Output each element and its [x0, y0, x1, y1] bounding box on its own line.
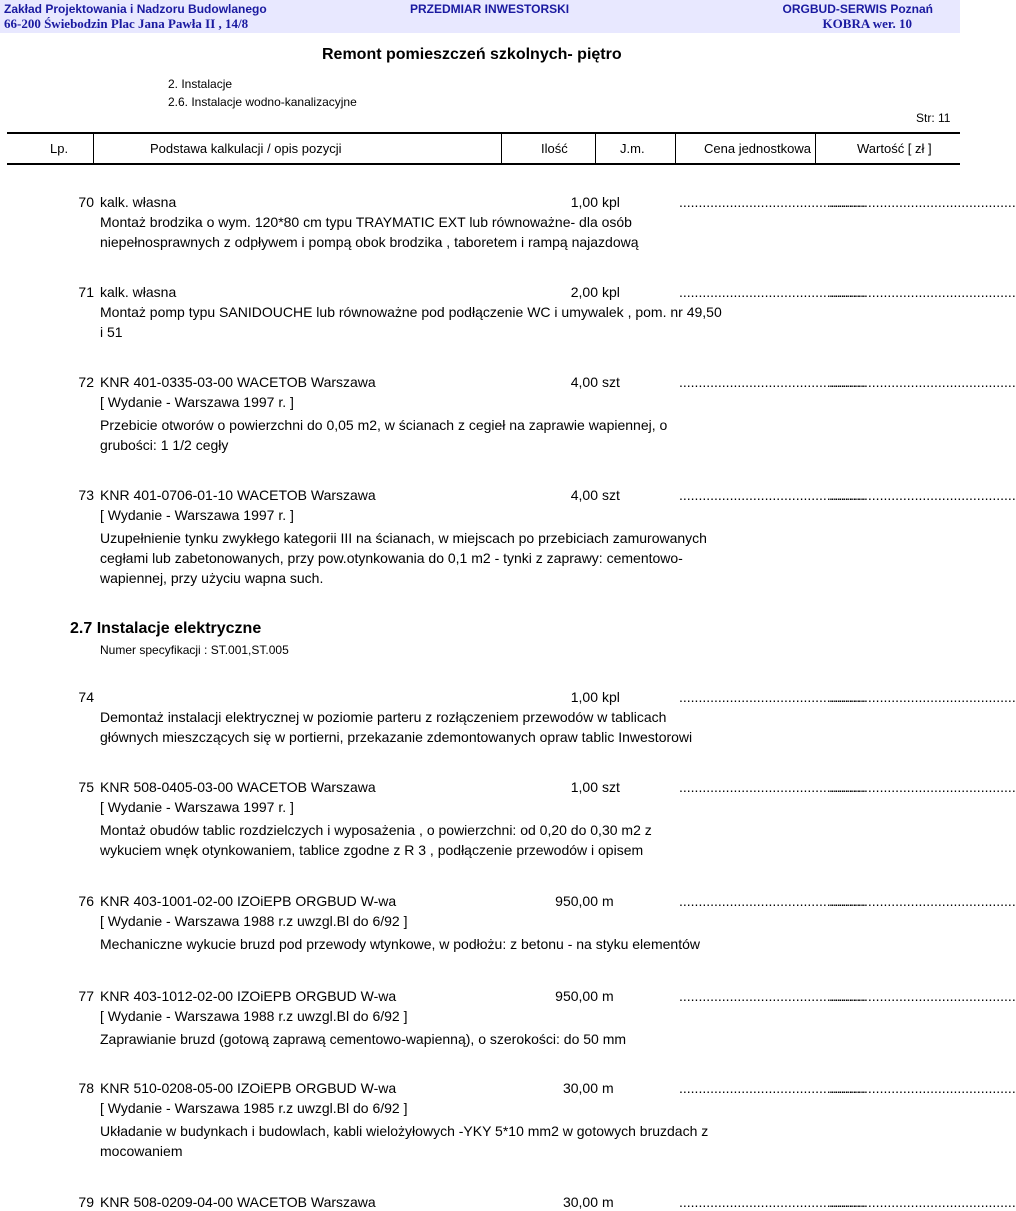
calculation-basis: KNR 403-1001-02-00 IZOiEPB ORGBUD W-wa	[100, 893, 397, 909]
position-number: 76	[78, 893, 94, 909]
unit-price-placeholder: ................................................	[679, 374, 866, 390]
col-basis: Podstawa kalkulacji / opis pozycji	[150, 141, 342, 156]
quantity: 30,00	[562, 1080, 598, 1096]
section-title: 2.7 Instalacje elektryczne	[70, 620, 262, 637]
column-divider	[501, 132, 502, 165]
unit-price-placeholder: ................................................	[679, 194, 866, 210]
unit-price-placeholder: ................................................	[679, 689, 866, 705]
value-placeholder: ................................................	[829, 689, 1016, 705]
description-line: Montaż pomp typu SANIDOUCHE lub równoważne pod podłączenie WC i umywalek , pom. nr 49,50	[100, 304, 722, 320]
header-top-rule	[7, 132, 960, 134]
unit-price-placeholder: ................................................	[679, 1194, 866, 1210]
section-level1: 2. Instalacje	[168, 77, 233, 91]
description-line: grubości: 1 1/2 cegły	[100, 437, 229, 453]
column-header	[7, 132, 960, 165]
col-value: Wartość [ zł ]	[857, 141, 932, 156]
col-qty: Ilość	[541, 141, 568, 156]
unit: kpl	[602, 194, 620, 210]
company-address: 66-200 Świebodzin Plac Jana Pawła II , 14/8	[4, 16, 249, 31]
value-placeholder: ................................................	[829, 1080, 1016, 1096]
position-number: 73	[78, 487, 94, 503]
position-number: 77	[78, 988, 94, 1004]
column-divider	[595, 132, 596, 165]
position-number: 72	[78, 374, 94, 390]
col-unit-price: Cena jednostkowa	[704, 141, 811, 156]
position-number: 71	[78, 284, 94, 300]
document-type: PRZEDMIAR INWESTORSKI	[410, 2, 570, 16]
description-line: głównych mieszczących się w portierni, przekazanie zdemontowanych opraw tablic Inwestorowi	[100, 729, 693, 745]
quantity: 1,00	[570, 194, 598, 210]
unit-price-placeholder: ................................................	[679, 284, 866, 300]
description-line: niepełnosprawnych z odpływem i pompą obok brodzika , taboretem i rampą najazdową	[100, 234, 639, 250]
position-number: 70	[78, 194, 94, 210]
unit: m	[602, 1194, 614, 1210]
quantity: 4,00	[570, 374, 598, 390]
position-number: 75	[78, 779, 94, 795]
value-placeholder: ................................................	[829, 988, 1016, 1004]
value-placeholder: ................................................	[829, 487, 1016, 503]
quantity: 2,00	[570, 284, 598, 300]
quantity: 950,00	[555, 988, 598, 1004]
unit-price-placeholder: ................................................	[679, 1080, 866, 1096]
unit: m	[602, 893, 614, 909]
calculation-basis: KNR 401-0335-03-00 WACETOB Warszawa	[100, 374, 376, 390]
page-number: Str: 11	[916, 111, 951, 125]
quantity: 1,00	[570, 779, 598, 795]
calculation-basis: kalk. własna	[100, 194, 177, 210]
calculation-basis: KNR 403-1012-02-00 IZOiEPB ORGBUD W-wa	[100, 988, 397, 1004]
description-line: Układanie w budynkach i budowlach, kabli wielożyłowych -YKY 5*10 mm2 w gotowych bruzdach z	[100, 1123, 709, 1139]
value-placeholder: ................................................	[829, 779, 1016, 795]
software-version: KOBRA wer. 10	[822, 16, 912, 31]
edition-note: [ Wydanie - Warszawa 1988 r.z uwzgl.Bl do 6/92 ]	[100, 913, 408, 929]
unit: m	[602, 1080, 614, 1096]
unit-price-placeholder: ................................................	[679, 893, 866, 909]
quantity: 4,00	[570, 487, 598, 503]
calculation-basis: kalk. własna	[100, 284, 177, 300]
unit-price-placeholder: ................................................	[679, 487, 866, 503]
value-placeholder: ................................................	[829, 1194, 1016, 1210]
quantity: 1,00	[570, 689, 598, 705]
description-line: Montaż brodzika o wym. 120*80 cm typu TRAYMATIC EXT lub równoważne- dla osób	[100, 214, 632, 230]
description-line: Mechaniczne wykucie bruzd pod przewody wtynkowe, w podłożu: z betonu - na styku elementów	[100, 936, 700, 952]
col-lp: Lp.	[50, 141, 69, 156]
description-line: Zaprawianie bruzd (gotową zaprawą cementowo-wapienną), o szerokości: do 50 mm	[100, 1031, 627, 1047]
unit: kpl	[602, 284, 620, 300]
edition-note: [ Wydanie - Warszawa 1988 r.z uwzgl.Bl do 6/92 ]	[100, 1008, 408, 1024]
description-line: mocowaniem	[100, 1143, 183, 1159]
quantity: 950,00	[555, 893, 598, 909]
calculation-basis: KNR 401-0706-01-10 WACETOB Warszawa	[100, 487, 376, 503]
position-number: 78	[78, 1080, 94, 1096]
calculation-basis: KNR 510-0208-05-00 IZOiEPB ORGBUD W-wa	[100, 1080, 397, 1096]
col-unit: J.m.	[620, 141, 645, 156]
header-bottom-rule	[7, 163, 960, 165]
quantity: 30,00	[562, 1194, 598, 1210]
edition-note: [ Wydanie - Warszawa 1997 r. ]	[100, 799, 294, 815]
document-title: Remont pomieszczeń szkolnych- piętro	[322, 46, 622, 63]
unit-price-placeholder: ................................................	[679, 988, 866, 1004]
unit: m	[602, 988, 614, 1004]
calculation-basis: KNR 508-0209-04-00 WACETOB Warszawa	[100, 1194, 376, 1210]
column-divider	[93, 132, 94, 165]
edition-note: [ Wydanie - Warszawa 1985 r.z uwzgl.Bl do 6/92 ]	[100, 1100, 408, 1116]
description-line: wapiennej, przy użyciu wapna such.	[100, 570, 324, 586]
description-line: Przebicie otworów o powierzchni do 0,05 m2, w ścianach z cegieł na zaprawie wapiennej, o	[100, 417, 668, 433]
description-line: cegłami lub zabetonowanych, przy pow.otynkowania do 0,1 m2 - tynki z zaprawy: cementowo-	[100, 550, 683, 566]
description-line: i 51	[100, 324, 123, 340]
unit: szt	[602, 779, 620, 795]
column-divider	[675, 132, 676, 165]
unit: kpl	[602, 689, 620, 705]
position-number: 79	[78, 1194, 94, 1210]
unit-price-placeholder: ................................................	[679, 779, 866, 795]
value-placeholder: ................................................	[829, 893, 1016, 909]
description-line: Uzupełnienie tynku zwykłego kategorii III na ścianach, w miejscach po przebiciach zamurowanych	[100, 530, 707, 546]
calculation-basis: KNR 508-0405-03-00 WACETOB Warszawa	[100, 779, 376, 795]
value-placeholder: ................................................	[829, 194, 1016, 210]
column-divider	[815, 132, 816, 165]
position-number: 74	[78, 689, 94, 705]
specification-number: Numer specyfikacji : ST.001,ST.005	[100, 643, 289, 657]
description-line: Montaż obudów tablic rozdzielczych i wyposażenia , o powierzchni: od 0,20 do 0,30 m2 z	[100, 822, 652, 838]
value-placeholder: ................................................	[829, 374, 1016, 390]
software-name: ORGBUD-SERWIS Poznań	[782, 2, 933, 16]
company-name: Zakład Projektowania i Nadzoru Budowlanego	[4, 2, 267, 16]
unit: szt	[602, 487, 620, 503]
description-line: Demontaż instalacji elektrycznej w poziomie parteru z rozłączeniem przewodów w tablicach	[100, 709, 667, 725]
section-level2: 2.6. Instalacje wodno-kanalizacyjne	[168, 95, 357, 109]
value-placeholder: ................................................	[829, 284, 1016, 300]
edition-note: [ Wydanie - Warszawa 1997 r. ]	[100, 507, 294, 523]
unit: szt	[602, 374, 620, 390]
description-line: wykuciem wnęk otynkowaniem, tablice zgodne z R 3 , podłączenie przewodów i opisem	[100, 842, 644, 858]
edition-note: [ Wydanie - Warszawa 1997 r. ]	[100, 394, 294, 410]
document-header	[0, 0, 960, 33]
